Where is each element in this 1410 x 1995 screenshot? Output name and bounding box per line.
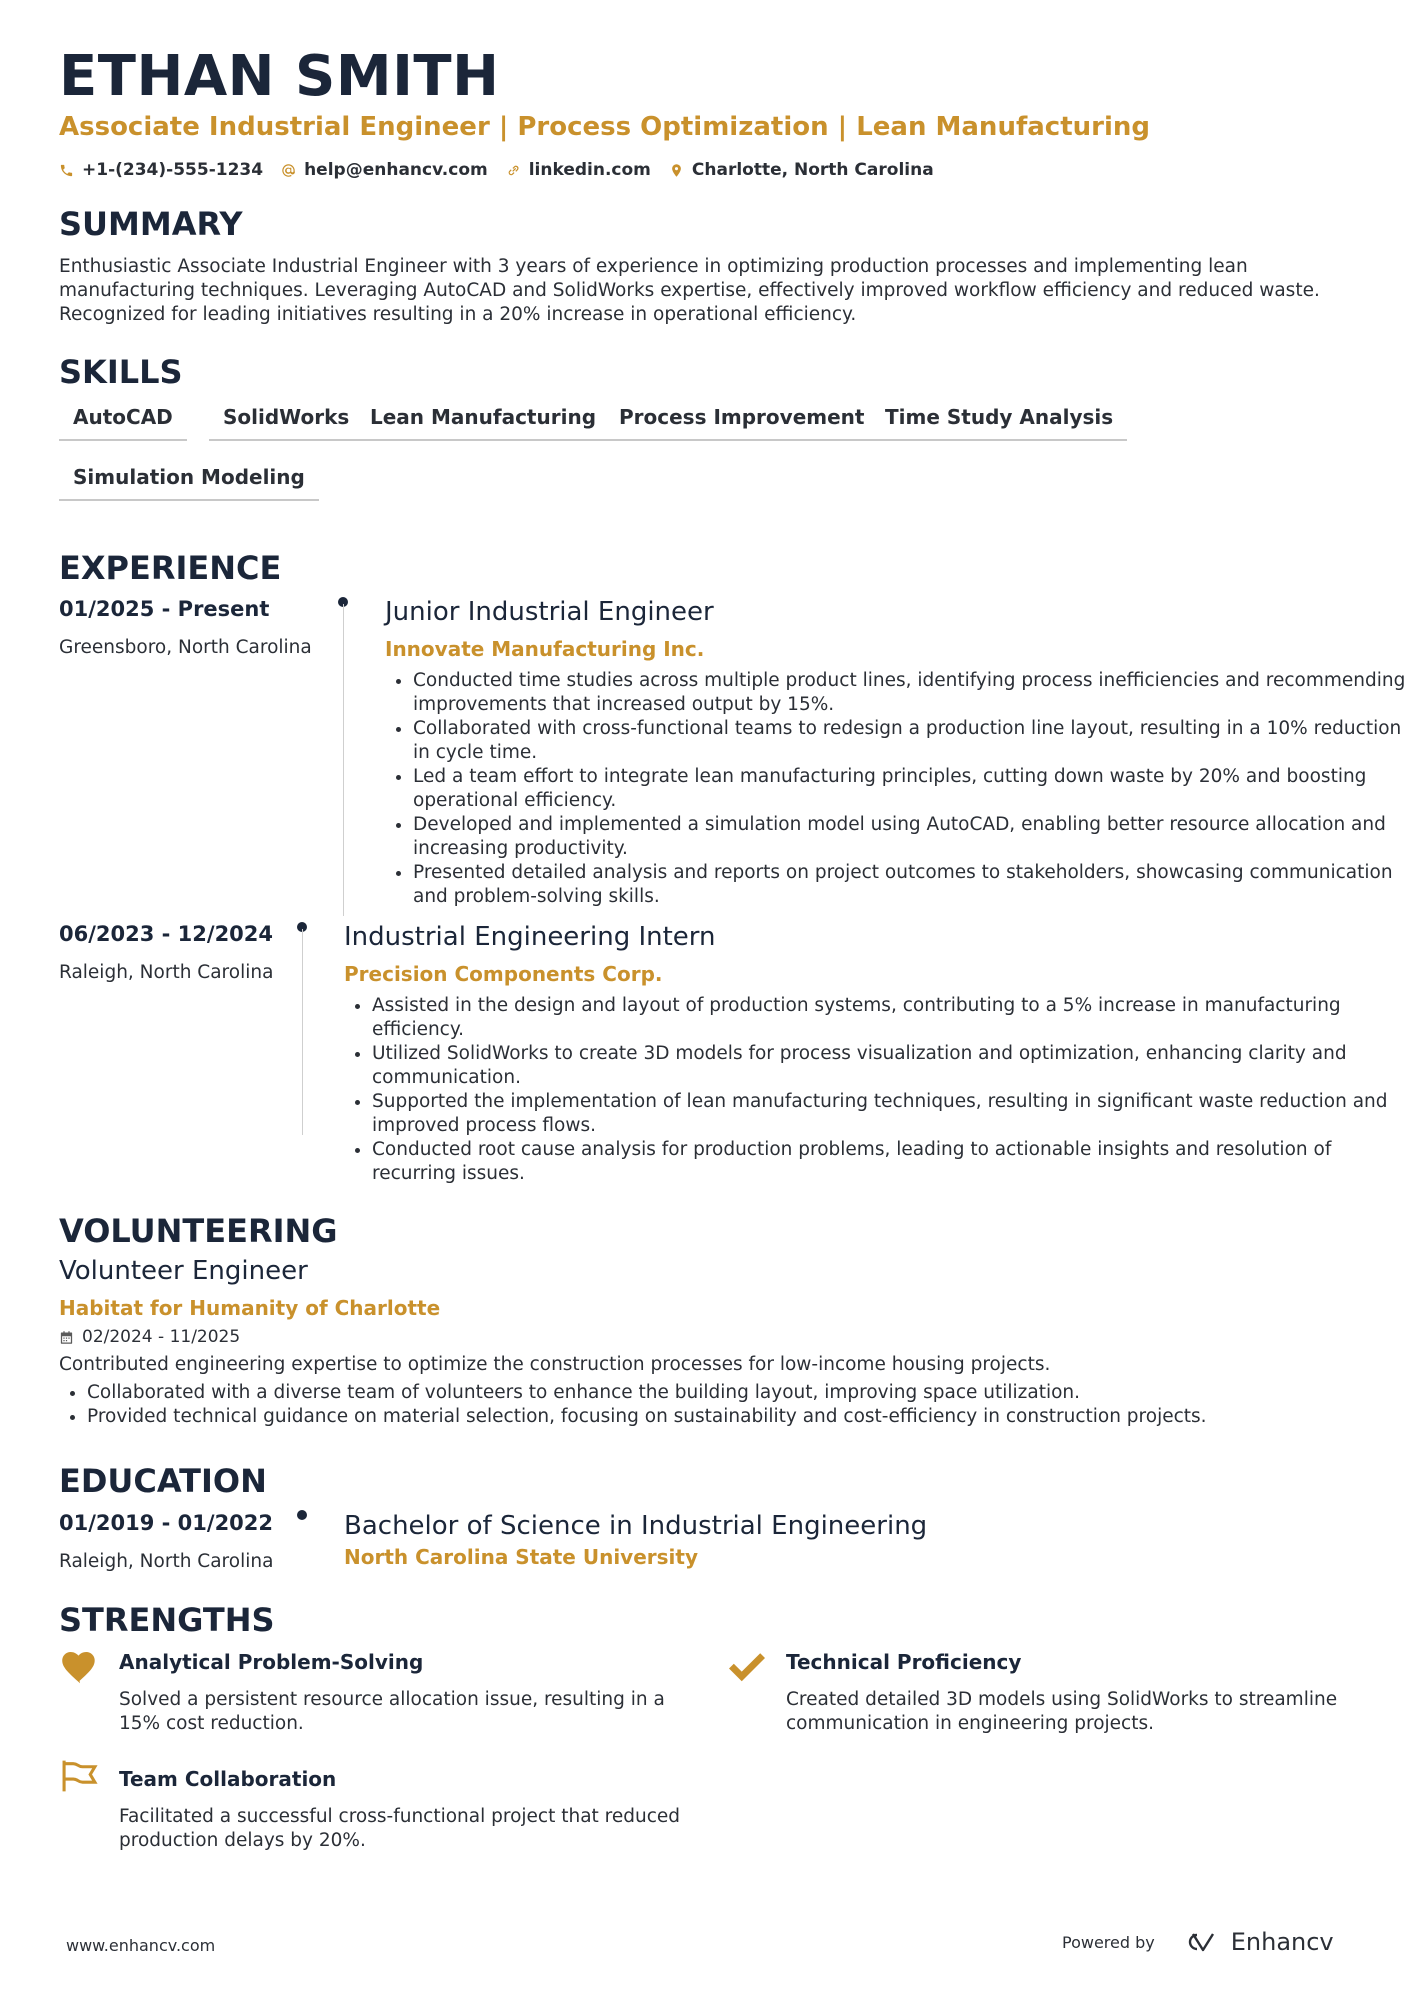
location-text: Charlotte, North Carolina xyxy=(691,160,934,180)
company-name: Innovate Manufacturing Inc. xyxy=(385,637,705,661)
contact-link[interactable] xyxy=(506,160,651,180)
experience-meta xyxy=(59,597,319,658)
at-icon xyxy=(281,163,296,178)
list-item: • Assisted in the design and layout of production systems, contributing to a 5% increase in manufacturing efficiency. xyxy=(372,994,1402,1042)
experience-meta xyxy=(59,922,319,983)
list-item: • Collaborated with a diverse team of volunteers to enhance the building layout, improving space utilization. xyxy=(87,1381,1387,1405)
phone-icon xyxy=(59,163,74,178)
volunteer-dates xyxy=(59,1327,240,1347)
skill-tag: AutoCAD xyxy=(59,405,187,441)
summary-text: Enthusiastic Associate Industrial Engineer with 3 years of experience in optimizing production processes and implementing lean manufacturing techniques. Leveraging AutoCAD and SolidWorks expertise, effectively improved workflow efficiency and reduced waste. Recognized for leading initiatives resulting in a 20% increase in operational efficiency. xyxy=(59,256,1320,325)
calendar-icon xyxy=(59,1330,74,1345)
candidate-name: ETHAN SMITH xyxy=(59,44,500,109)
strength-description: Facilitated a successful cross-functional project that reduced production delays by 20%. xyxy=(119,1806,681,1851)
skill-tag: Lean Manufacturing xyxy=(356,405,610,441)
volunteer-role: Volunteer Engineer xyxy=(59,1256,308,1286)
degree-title: Bachelor of Science in Industrial Engineering xyxy=(344,1511,928,1541)
summary-heading: SUMMARY xyxy=(59,205,243,243)
skill-tag: Process Improvement xyxy=(605,405,878,441)
check-icon xyxy=(729,1652,765,1682)
strength-title: Team Collaboration xyxy=(119,1767,337,1791)
experience-heading: EXPERIENCE xyxy=(59,549,282,587)
education-meta xyxy=(59,1511,319,1572)
strength-description: Solved a persistent resource allocation issue, resulting in a 15% cost reduction. xyxy=(119,1689,665,1734)
flag-icon xyxy=(61,1759,101,1793)
job-title: Industrial Engineering Intern xyxy=(344,922,716,952)
education-heading: EDUCATION xyxy=(59,1462,267,1500)
experience-dates: 06/2023 - 12/2024 xyxy=(59,922,274,946)
list-item: • Collaborated with cross-functional teams to redesign a production line layout, resulting in a 10% reduction in cycle time. xyxy=(413,717,1410,765)
timeline-dot xyxy=(297,1510,307,1520)
skill-tag: Time Study Analysis xyxy=(871,405,1127,441)
job-title: Junior Industrial Engineer xyxy=(385,597,714,627)
experience-location: Raleigh, North Carolina xyxy=(59,962,274,983)
volunteer-bullets xyxy=(59,1381,1387,1429)
list-item: • Led a team effort to integrate lean manufacturing principles, cutting down waste by 20% and boosting operational efficiency. xyxy=(413,765,1410,813)
brand-name: Enhancv xyxy=(1230,1928,1334,1956)
link-text: linkedin.com xyxy=(528,160,651,180)
list-item: • Conducted root cause analysis for production problems, leading to actionable insights and resolution of recurring issues. xyxy=(372,1138,1402,1186)
experience-location: Greensboro, North Carolina xyxy=(59,637,312,658)
experience-dates: 01/2025 - Present xyxy=(59,597,270,621)
school-name: North Carolina State University xyxy=(344,1545,698,1569)
strength-title: Analytical Problem-Solving xyxy=(119,1650,424,1674)
contact-email[interactable] xyxy=(281,160,488,180)
timeline-line xyxy=(302,929,303,1135)
list-item: • Provided technical guidance on material selection, focusing on sustainability and cost-efficiency in construction projects. xyxy=(87,1405,1387,1429)
company-name: Precision Components Corp. xyxy=(344,962,663,986)
location-pin-icon xyxy=(669,163,684,178)
volunteer-dates-text: 02/2024 - 11/2025 xyxy=(82,1327,241,1347)
heart-icon xyxy=(61,1650,99,1684)
contact-location xyxy=(669,160,934,180)
job-bullets xyxy=(385,669,1410,909)
list-item: • Utilized SolidWorks to create 3D models for process visualization and optimization, enhancing clarity and communication. xyxy=(372,1042,1402,1090)
volunteer-description: Contributed engineering expertise to optimize the construction processes for low-income housing projects. xyxy=(59,1354,1051,1375)
education-dates: 01/2019 - 01/2022 xyxy=(59,1511,274,1535)
education-location: Raleigh, North Carolina xyxy=(59,1551,274,1572)
contact-bar xyxy=(59,160,934,180)
powered-by-label: Powered by xyxy=(1062,1932,1155,1952)
list-item: • Supported the implementation of lean manufacturing techniques, resulting in significant waste reduction and improved process flows. xyxy=(372,1090,1402,1138)
strength-title: Technical Proficiency xyxy=(786,1650,1022,1674)
contact-phone xyxy=(59,160,263,180)
candidate-headline: Associate Industrial Engineer | Process Optimization | Lean Manufacturing xyxy=(59,112,1151,142)
timeline-line xyxy=(343,604,344,916)
brand-logo[interactable] xyxy=(1179,1928,1334,1956)
skills-heading: SKILLS xyxy=(59,353,183,391)
strength-description: Created detailed 3D models using SolidWorks to streamline communication in engineering projects. xyxy=(786,1689,1338,1734)
email-text: help@enhancv.com xyxy=(304,160,488,180)
enhancv-logo-icon xyxy=(1179,1930,1223,1954)
list-item: • Conducted time studies across multiple product lines, identifying process inefficiencies and recommending improvements that increased output by 15%. xyxy=(413,669,1410,717)
job-bullets xyxy=(344,994,1402,1186)
strengths-heading: STRENGTHS xyxy=(59,1601,275,1639)
skill-tag: SolidWorks xyxy=(209,405,363,441)
list-item: • Presented detailed analysis and reports on project outcomes to stakeholders, showcasing communication and problem-solving skills. xyxy=(413,861,1410,909)
skill-tag: Simulation Modeling xyxy=(59,465,319,501)
phone-text: +1-(234)-555-1234 xyxy=(82,160,264,180)
volunteer-org: Habitat for Humanity of Charlotte xyxy=(59,1296,441,1320)
volunteering-heading: VOLUNTEERING xyxy=(59,1212,338,1250)
footer-website[interactable]: www.enhancv.com xyxy=(66,1936,216,1955)
link-icon xyxy=(506,163,521,178)
list-item: • Developed and implemented a simulation model using AutoCAD, enabling better resource allocation and increasing productivity. xyxy=(413,813,1410,861)
footer-branding xyxy=(1062,1928,1334,1956)
